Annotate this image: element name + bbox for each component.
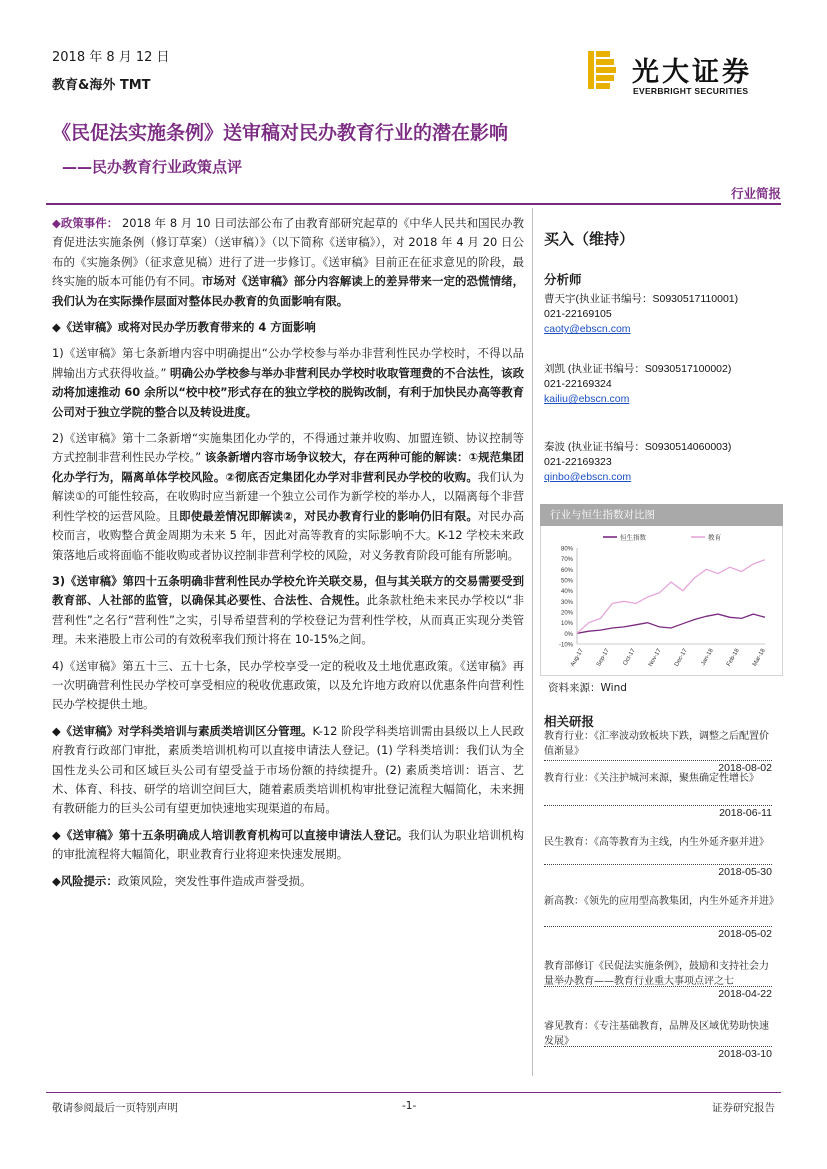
risk-label: ◆风险提示：: [52, 873, 118, 888]
impact-3-bold: 3)《送审稿》第四十五条明确非营利性民办学校允许关联交易，但与其关联方的交易需要受到教育部、人社部的监管，以确保其必要性、合法性、合规性。: [52, 573, 524, 608]
research-date-text: 2018-04-22: [544, 987, 772, 1000]
analyst-name: 曹天宇(执业证书编号：S0930517110001): [544, 293, 739, 305]
research-report-title[interactable]: 新高教：《领先的应用型高教集团，内生外延齐并进》: [544, 896, 779, 907]
y-tick-label: 30%: [560, 599, 573, 606]
analyst-email-link[interactable]: qinbo@ebscn.com: [544, 471, 632, 483]
footer-divider: [46, 1092, 781, 1093]
x-tick-label: Dec-17: [673, 648, 689, 668]
x-tick-label: Aug-17: [569, 648, 585, 668]
research-report-title[interactable]: 睿见教育：《专注基础教育，品牌及区域优势助快速发展》: [544, 1021, 769, 1047]
logo-english: EVERBRIGHT SECURITIES: [633, 86, 749, 96]
impact-2-text-b: 我们认为解读①的可能性较高，在收购时应当新建一个独立公司作为新学校的举办人，以隔离每个非营利性学校的运营风险。且: [52, 469, 524, 523]
impact-point-1: [52, 344, 524, 422]
analyst-card: [544, 440, 784, 485]
impact-heading-text: ◆《送审稿》或将对民办学历教育带来的 4 方面影响: [52, 320, 316, 335]
analyst-heading: 分析师: [544, 272, 582, 287]
impact-point-2: [52, 429, 524, 565]
policy-event-conclusion: 市场对《送审稿》部分内容解读上的差异带来一定的恐慌情绪，我们认为在实际操作层面对整体民办教育的负面影响有限。: [52, 274, 524, 308]
x-tick-label: Oct-17: [622, 648, 637, 667]
research-report-date: [544, 805, 772, 819]
training-text: K-12 阶段学科类培训需由县级以上人民政府教育行政部门审批，素质类培训机构可以直接申请法人登记。(1) 学科类培训：我们认为全国性龙头公司和区域巨头公司有望受益于市场份额的持续提升。(2) 素质类培训：语言、艺术、体育、科技、研学的培训空间巨大，随着素质类培训机构审批登记流程大幅简化，未来拥有教研能力的巨头公司有望更加快速地实现渠道的布局。: [52, 723, 525, 816]
research-report-title[interactable]: 民生教育：《高等教育为主线，内生外延齐驱并进》: [544, 837, 769, 848]
y-tick-label: 50%: [560, 578, 573, 585]
footer-report-type: 证券研究报告: [712, 1102, 775, 1114]
legend-label: 教育: [708, 533, 721, 542]
research-report-title[interactable]: 教育行业：《汇率波动致板块下跌，调整之后配置价值渐显》: [544, 731, 769, 757]
impact-3-text: 此条款杜绝未来民办学校以“非营利性”之名行“营利性”之实，引导希望营利的学校登记为营利性学校，从而真正实现分类管理。未来港股上市公司的有效税率我们预计将在 10-15%之间。: [52, 593, 524, 647]
report-subtitle: ——民办教育行业政策点评: [62, 158, 243, 176]
logo-text: 光大证券: [632, 57, 752, 88]
analyst-card: [544, 362, 784, 407]
risk-paragraph: [52, 872, 524, 891]
policy-event-paragraph: [52, 214, 524, 311]
report-date: 2018 年 8 月 12 日: [52, 50, 170, 65]
impact-2-bold: 该条新增内容市场争议较大，存在两种可能的解读：①规范集团化办学行为，隔离单体学校风险。②彻底否定集团化办学对非营利民办学校的收购。: [52, 450, 524, 484]
legend-label: 恒生指数: [620, 533, 646, 542]
impact-4-text: 4)《送审稿》第五十三、五十七条，民办学校享受一定的税收及土地优惠政策。《送审稿》再一次明确营利性民办学校可享受相应的税收优惠政策，以及允许地方政府以优惠条件向营利性民办学校提供土地。: [52, 658, 524, 712]
y-tick-label: 80%: [560, 546, 573, 553]
impact-heading: [52, 318, 524, 337]
y-tick-label: 0%: [564, 631, 573, 638]
comparison-chart: [541, 526, 782, 675]
impact-2-text-c: 对民办高校而言，收购整合黄金周期为未来 5 年，因此对高等教育的实际影响不大。K-12 学校未来政策落地后或将面临不能收购或者协议控制非营利学校的风险，对义务教育阶段可能有所影响。: [52, 508, 524, 562]
analyst-phone: 021-22169324: [544, 378, 612, 390]
logo-icon: [586, 50, 626, 90]
research-report-date: [544, 926, 772, 940]
x-tick-label: Sep-17: [595, 648, 611, 668]
research-heading: 相关研报: [544, 714, 595, 729]
impact-1-bold: 明确公办学校参与举办非营利民办学校时收取管理费的不合法性，该政动将加速推动 60 余所以“校中校”形式存在的独立学校的脱钩改制，有利于加快民办高等教育公司对于独立学院的整合以及转设进度。: [52, 365, 524, 419]
analyst-email-link[interactable]: caoty@ebscn.com: [544, 323, 631, 335]
analyst-name: 刘凯 (执业证书编号：S0930517100002): [544, 363, 732, 375]
main-body: [52, 214, 524, 898]
column-divider: [532, 208, 533, 1076]
research-report-title[interactable]: 教育部修订《民促法实施条例》，鼓励和支持社会力量举办教育——教育行业重大事项点评之七: [544, 961, 769, 987]
analyst-phone: 021-22169323: [544, 456, 612, 468]
report-title: 《民促法实施条例》送审稿对民办教育行业的潜在影响: [52, 122, 509, 144]
research-date-text: 2018-05-30: [544, 865, 772, 878]
y-tick-label: -10%: [558, 642, 573, 649]
footer-disclaimer: 敬请参阅最后一页特别声明: [52, 1102, 178, 1114]
x-tick-label: Feb-18: [726, 648, 741, 668]
impact-point-3: [52, 572, 524, 650]
x-tick-label: Mar-18: [752, 648, 767, 668]
impact-2-bold-b: 即使最差情况即解读②，对民办教育行业的影响仍旧有限。: [179, 508, 478, 523]
chart-container: [540, 526, 783, 676]
chart-title: 行业与恒生指数对比图: [540, 504, 783, 526]
research-date-text: 2018-08-02: [544, 761, 772, 774]
analyst-card: [544, 292, 784, 337]
research-date-text: 2018-05-02: [544, 927, 772, 940]
document-type: 行业简报: [730, 186, 781, 201]
rating: 买入（维持）: [544, 230, 635, 248]
analyst-name: 秦波 (执业证书编号：S0930514060003): [544, 441, 732, 453]
page-number: -1-: [402, 1100, 417, 1112]
research-report-date: [544, 1046, 772, 1060]
y-tick-label: 60%: [560, 567, 573, 574]
adult-training-text: 我们认为职业培训机构的审批流程将大幅简化，职业教育行业将迎来快速发展期。: [52, 827, 524, 862]
analyst-email-link[interactable]: kailiu@ebscn.com: [544, 393, 630, 405]
series-line: [577, 614, 765, 633]
impact-2-text: 2)《送审稿》第十二条新增“实施集团化办学的，不得通过兼并收购、加盟连锁、协议控制等方式控制非营利性民办学校。”: [52, 431, 524, 465]
research-date-text: 2018-06-11: [544, 806, 772, 819]
training-lead: ◆《送审稿》对学科类培训与素质类培训区分管理。: [52, 723, 313, 738]
research-report-title[interactable]: 教育行业：《关注护城河来源，聚焦确定性增长》: [544, 773, 759, 784]
adult-training-paragraph: [52, 826, 524, 865]
impact-1-text: 1)《送审稿》第七条新增内容中明确提出“公办学校参与举办非营利性民办学校时，不得以品牌输出方式获得收益。”: [52, 346, 524, 380]
y-tick-label: 20%: [560, 610, 573, 617]
policy-event-text: 2018 年 8 月 10 日司法部公布了由教育部研究起草的《中华人民共和国民办教育促进法实施条例（修订草案）（送审稿）》（以下简称《送审稿》），对 2018 年 4 月 20 日公布的《实施条例》（征求意见稿）进行了进一步修订。《送审稿》目前正在征求意见的阶段，最终实施的版本可能仍有不同。: [52, 216, 524, 289]
y-tick-label: 10%: [560, 621, 573, 628]
research-report-date: [544, 864, 772, 878]
y-tick-label: 70%: [560, 557, 573, 564]
policy-event-label: ◆政策事件：: [52, 216, 119, 230]
risk-text: 政策风险，突发性事件造成声誉受损。: [117, 873, 312, 888]
chart-source: 资料来源：Wind: [548, 682, 627, 694]
y-tick-label: 40%: [560, 589, 573, 596]
x-tick-label: Jan-18: [700, 648, 715, 667]
x-tick-label: Nov-17: [647, 648, 663, 668]
research-date-text: 2018-03-10: [544, 1047, 772, 1060]
analyst-phone: 021-22169105: [544, 308, 612, 320]
impact-point-4: [52, 657, 524, 715]
research-report-date: [544, 986, 772, 1000]
report-sector: 教育&海外 TMT: [52, 78, 151, 93]
series-line: [577, 560, 765, 634]
adult-training-lead: ◆《送审稿》第十五条明确成人培训教育机构可以直接申请法人登记。: [52, 827, 409, 842]
training-paragraph: [52, 722, 524, 819]
header-divider: [46, 203, 781, 205]
